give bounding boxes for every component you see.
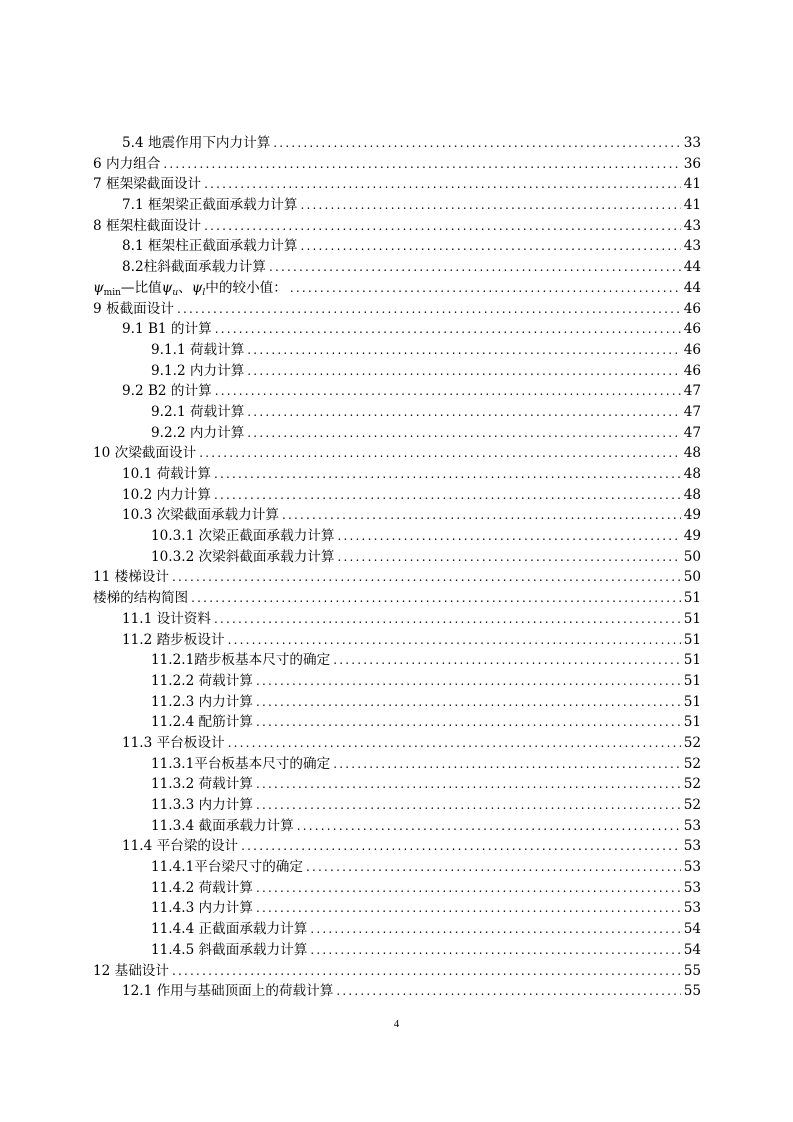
toc-entry[interactable] [93,919,701,940]
toc-entry-title: 10.3 次梁截面承载力计算 [122,507,279,524]
toc-entry-title: 9.1 B1 的计算 [122,321,212,338]
toc-entry-title: 11.4.2 荷载计算 [151,879,253,896]
toc-entry[interactable] [93,319,701,340]
dot-leader [256,898,681,919]
toc-entry-title: 10.3.2 次梁斜截面承载力计算 [151,548,335,565]
toc-entry[interactable] [93,381,701,402]
toc-entry-page: 50 [683,569,701,586]
toc-entry-page: 51 [683,693,701,710]
toc-entry-title: 11.3.2 荷载计算 [151,776,253,793]
toc-entry-title: 11.3 平台板设计 [122,734,225,751]
toc-entry-page: 52 [683,797,701,813]
toc-entry-title: 11.3.3 内力计算 [151,797,253,813]
toc-entry-page: 48 [683,466,701,482]
toc-entry[interactable] [93,423,701,444]
toc-entry[interactable] [93,547,701,568]
toc-entry-page: 47 [683,403,701,420]
toc-entry-title: 楼梯的结构简图 [93,590,189,607]
toc-entry-page: 50 [683,548,701,565]
dot-leader [333,754,681,775]
toc-entry[interactable] [93,505,701,526]
toc-entry-title: 7.1 框架梁正截面承载力计算 [122,197,298,214]
toc-entry[interactable] [93,195,701,216]
toc-entry-title: 9.2.1 荷载计算 [151,403,245,420]
toc-entry-title: 11.2 踏步板设计 [122,631,225,648]
toc-entry-page: 51 [683,714,701,731]
dot-leader [199,443,681,464]
toc-entry-page: 33 [683,135,701,151]
toc-entry-page: 48 [683,486,701,503]
dot-leader [282,505,681,526]
toc-entry-title: 9.2.2 内力计算 [151,424,245,441]
toc-entry-page: 54 [683,921,701,938]
toc-entry-title: 9.1.1 荷载计算 [151,341,245,358]
toc-entry-title: 11.4.1平台梁尺寸的确定 [151,859,303,876]
dot-leader [256,795,681,816]
toc-entry-page: 46 [683,341,701,358]
toc-entry-page: 41 [683,197,701,214]
toc-entry-title: 10.2 内力计算 [122,486,211,503]
toc-entry-title: 10.3.1 次梁正截面承载力计算 [151,528,335,545]
toc-entry[interactable] [93,961,701,982]
toc-entry-page: 55 [683,983,701,1000]
toc-entry-page: 52 [683,755,701,772]
toc-entry-title: 11.3.1平台板基本尺寸的确定 [151,755,331,772]
toc-entry-page: 53 [683,859,701,876]
dot-leader [247,340,680,361]
toc-entry-title: 10 次梁截面设计 [93,445,197,462]
toc-entry-page: 44 [683,279,701,296]
toc-entry-title: 8.2柱斜截面承载力计算 [122,259,266,276]
dot-leader [290,278,681,299]
toc-entry[interactable] [93,650,701,671]
toc-entry[interactable] [93,609,701,630]
dot-leader [333,650,681,671]
table-of-contents [93,133,701,1002]
toc-entry-page: 55 [683,962,701,979]
psi-subscript: u [172,287,179,298]
dot-leader [256,712,681,733]
toc-entry-page: 36 [683,155,701,172]
toc-entry-title: 7 框架梁截面设计 [93,176,202,193]
toc-entry-title: 8 框架柱截面设计 [93,217,202,234]
dot-leader [247,402,680,423]
toc-entry[interactable] [93,712,701,733]
toc-entry[interactable] [93,692,701,713]
psi-subscript: l [202,287,206,298]
dot-leader [204,174,681,195]
toc-entry-title: 11.2.4 配筋计算 [151,714,253,731]
toc-entry[interactable] [93,857,701,878]
toc-entry-title: 12.1 作用与基础顶面上的荷载计算 [122,983,334,1000]
toc-entry[interactable] [93,733,701,754]
toc-entry-title: 9.2 B2 的计算 [122,383,212,400]
toc-entry[interactable] [93,754,701,775]
toc-entry-title: 9 板截面设计 [93,300,174,317]
toc-entry[interactable] [93,981,701,1002]
toc-entry-page: 43 [683,238,701,255]
toc-entry-page: 53 [683,879,701,896]
toc-entry-title: 11.1 设计资料 [122,610,211,627]
toc-entry-page: 52 [683,734,701,751]
dot-leader [310,940,680,961]
toc-entry-title: 6 内力组合 [93,155,161,172]
page-number: 4 [393,1018,400,1030]
psi-subscript: min [103,287,121,298]
toc-entry-page: 51 [683,652,701,669]
dot-leader [228,630,681,651]
dot-leader [214,609,681,630]
dot-leader [215,381,681,402]
toc-entry[interactable] [93,898,701,919]
toc-entry[interactable] [93,485,701,506]
dot-leader [241,836,681,857]
toc-entry[interactable] [93,299,701,320]
dot-leader [214,464,681,485]
toc-entry[interactable] [93,526,701,547]
dot-leader [310,919,680,940]
toc-entry-page: 53 [683,817,701,834]
toc-entry-page: 46 [683,321,701,338]
dot-leader [172,961,681,982]
separator: 、 [178,279,192,296]
toc-entry[interactable] [93,402,701,423]
toc-entry[interactable] [93,236,701,257]
toc-entry-page: 49 [683,528,701,545]
dot-leader [297,816,681,837]
toc-entry[interactable] [93,567,701,588]
dot-leader [300,195,680,216]
dot-leader [338,526,681,547]
toc-entry-title: 11.4.4 正截面承载力计算 [151,921,308,938]
dot-leader [215,319,681,340]
toc-entry[interactable] [93,588,701,609]
dot-leader [177,299,681,320]
toc-entry-page: 51 [683,590,701,607]
dot-leader [256,774,681,795]
toc-entry[interactable] [93,878,701,899]
toc-entry[interactable] [93,361,701,382]
toc-entry[interactable] [93,464,701,485]
dot-leader [163,154,680,175]
toc-entry-title: 11.2.1踏步板基本尺寸的确定 [151,652,331,669]
toc-entry[interactable] [93,443,701,464]
toc-entry-page: 49 [683,507,701,524]
toc-entry-page: 53 [683,838,701,855]
toc-entry[interactable] [93,133,701,154]
toc-entry-page: 46 [683,362,701,379]
dot-leader [256,692,681,713]
toc-entry[interactable] [93,630,701,651]
toc-entry-page: 51 [683,631,701,648]
dot-leader [306,857,681,878]
toc-entry-page: 53 [683,900,701,917]
dot-leader [228,733,681,754]
dot-leader [172,567,681,588]
dot-leader [204,216,681,237]
psi-symbol: ψ [191,279,203,296]
dot-leader [273,133,680,154]
toc-entry[interactable] [93,836,701,857]
toc-entry-page: 48 [683,445,701,462]
toc-entry-page: 51 [683,672,701,689]
toc-entry[interactable] [93,795,701,816]
dot-leader [336,981,680,1002]
toc-entry-title: 11.3.4 截面承载力计算 [151,817,294,834]
toc-entry-page: 52 [683,776,701,793]
dot-leader [247,423,680,444]
toc-entry[interactable] [93,774,701,795]
toc-entry[interactable] [93,154,701,175]
toc-entry-title: 11.4.3 内力计算 [151,900,253,917]
toc-entry-text: —比值 [120,279,162,296]
toc-entry-page: 47 [683,383,701,400]
toc-entry-title: 11 楼梯设计 [93,569,169,586]
toc-entry-text: 中的较小值： [205,279,287,296]
toc-entry[interactable] [93,174,701,195]
toc-entry-title: 11.2.2 荷载计算 [151,672,253,689]
toc-entry-page: 46 [683,300,701,317]
toc-entry[interactable] [93,257,701,278]
dot-leader [191,588,681,609]
dot-leader [247,361,680,382]
dot-leader [269,257,681,278]
dot-leader [256,671,681,692]
toc-entry[interactable] [93,216,701,237]
dot-leader [256,878,681,899]
psi-symbol: ψ [93,279,104,296]
toc-entry-title: 9.1.2 内力计算 [151,362,245,379]
toc-entry-page: 47 [683,424,701,441]
toc-entry-title: 12 基础设计 [93,962,169,979]
toc-entry[interactable] [93,816,701,837]
toc-entry-page: 41 [683,176,701,193]
toc-entry-title: 5.4 地震作用下内力计算 [122,135,271,151]
toc-entry-title: 11.4.5 斜截面承载力计算 [151,941,308,958]
toc-entry-page: 44 [683,259,701,276]
toc-entry-page: 51 [683,610,701,627]
toc-entry-title: 8.1 框架柱正截面承载力计算 [122,238,298,255]
toc-entry-page: 43 [683,217,701,234]
dot-leader [214,485,681,506]
toc-entry[interactable] [93,278,701,299]
dot-leader [338,547,681,568]
toc-entry-title: 10.1 荷载计算 [122,466,211,482]
toc-entry[interactable] [93,940,701,961]
toc-entry[interactable] [93,340,701,361]
toc-entry-title: 11.4 平台梁的设计 [122,838,239,855]
toc-entry[interactable] [93,671,701,692]
toc-entry-page: 54 [683,941,701,958]
toc-entry-title: 11.2.3 内力计算 [151,693,253,710]
psi-symbol: ψ [161,279,173,296]
dot-leader [300,236,680,257]
